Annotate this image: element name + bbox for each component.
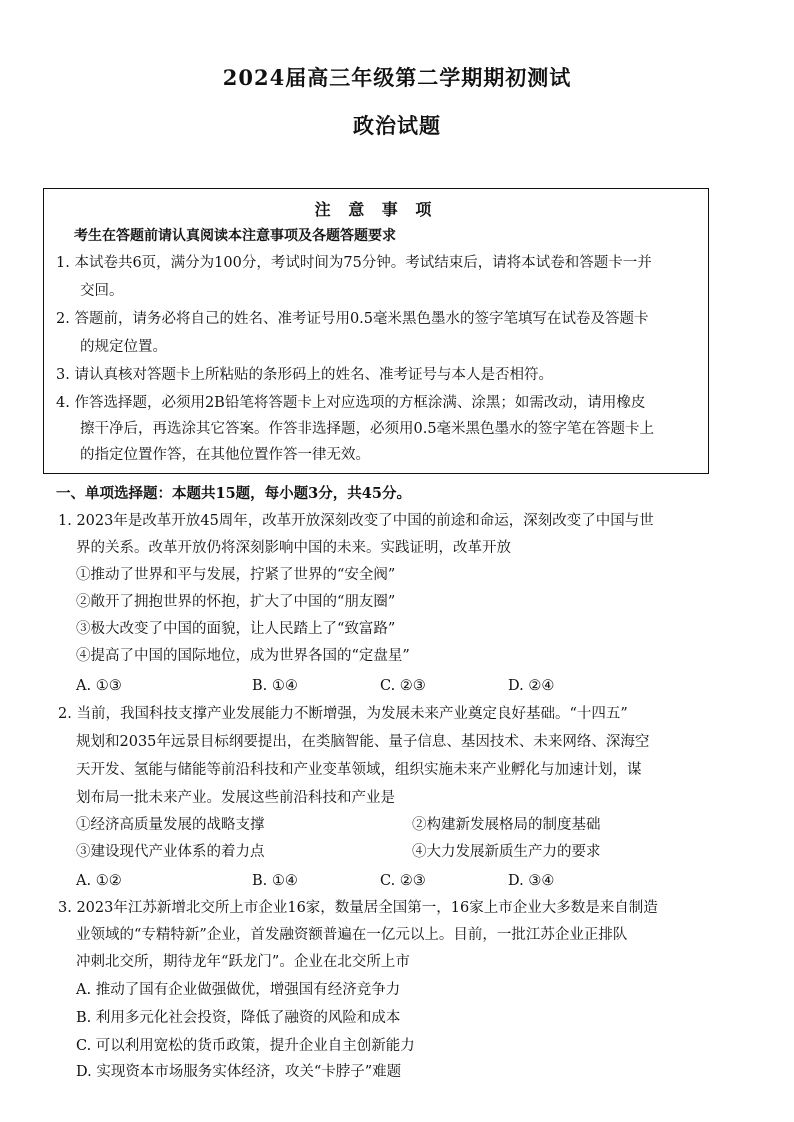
question-statement: ②敞开了拥抱世界的怀抱，扩大了中国的“朋友圈”: [76, 594, 396, 610]
notice-heading: 注 意 事 项: [314, 200, 438, 219]
question-statement: ③建设现代产业体系的着力点: [76, 844, 265, 860]
notice-line: 擦干净后，再选涂其它答案。作答非选择题，必须用0.5毫米黑色墨水的签字笔在答题卡上: [80, 421, 655, 437]
notice-line: 2. 答题前，请务必将自己的姓名、准考证号用0.5毫米黑色墨水的签字笔填写在试卷及答题卡: [56, 311, 649, 327]
question-text: 界的关系。改革开放仍将深刻影响中国的未来。实践证明，改革开放: [76, 540, 511, 556]
notice-line: 1. 本试卷共6页，满分为100分，考试时间为75分钟。考试结束后，请将本试卷和答题卡一并: [56, 255, 652, 271]
question-text: 冲刺北交所，期待龙年“跃龙门”。企业在北交所上市: [76, 954, 410, 970]
option-a[interactable]: A. ①③: [76, 678, 122, 694]
option-c[interactable]: C. ②③: [380, 873, 426, 889]
question-statement: ④提高了中国的国际地位，成为世界各国的“定盘星”: [76, 648, 410, 664]
option-a[interactable]: A. ①②: [76, 873, 122, 889]
answer-options: [76, 676, 716, 696]
question-text: 划布局一批未来产业。发展这些前沿科技和产业是: [76, 790, 395, 806]
question-text: 1. 2023年是改革开放45周年，改革开放深刻改变了中国的前途和命运，深刻改变了中国与世: [58, 513, 654, 529]
question-statement: ①推动了世界和平与发展，拧紧了世界的“安全阀”: [76, 567, 396, 583]
option-c[interactable]: C. ②③: [380, 678, 426, 694]
question-text: 天开发、氢能与储能等前沿科技和产业变革领域，组织实施未来产业孵化与加速计划，谋: [76, 762, 642, 778]
notice-line: 3. 请认真核对答题卡上所粘贴的条形码上的姓名、准考证号与本人是否相符。: [56, 367, 553, 383]
option-c[interactable]: C. 可以利用宽松的货币政策，提升企业自主创新能力: [76, 1038, 415, 1054]
option-d[interactable]: D. 实现资本市场服务实体经济，攻关“卡脖子”难题: [76, 1064, 402, 1080]
option-b[interactable]: B. ①④: [252, 873, 298, 889]
answer-options: [76, 871, 716, 891]
exam-subject: 政治试题: [353, 113, 441, 138]
question-statement: ②构建新发展格局的制度基础: [412, 817, 601, 833]
question-text: 2. 当前，我国科技支撑产业发展能力不断增强，为发展未来产业奠定良好基础。“十四五”: [58, 706, 628, 722]
notice-line: 4. 作答选择题，必须用2B铅笔将答题卡上对应选项的方框涂满、涂黑；如需改动，请用橡皮: [56, 395, 646, 411]
option-b[interactable]: B. ①④: [252, 678, 298, 694]
question-text: 业领域的“专精特新”企业，首发融资额普遍在一亿元以上。目前，一批江苏企业正排队: [76, 927, 628, 943]
question-statement: ④大力发展新质生产力的要求: [412, 844, 601, 860]
option-a[interactable]: A. 推动了国有企业做强做优，增强国有经济竞争力: [76, 982, 401, 998]
notice-line: 的指定位置作答，在其他位置作答一律无效。: [80, 447, 370, 463]
notice-line: 交回。: [80, 283, 124, 299]
question-text: 规划和2035年远景目标纲要提出，在类脑智能、量子信息、基因技术、未来网络、深海空: [76, 734, 650, 750]
notice-line: 的规定位置。: [80, 339, 167, 355]
question-statement: ③极大改变了中国的面貌，让人民踏上了“致富路”: [76, 621, 396, 637]
section-heading: 一、单项选择题：本题共15题，每小题3分，共45分。: [56, 485, 411, 502]
question-statement: ①经济高质量发展的战略支撑: [76, 817, 265, 833]
notice-subheading: 考生在答题前请认真阅读本注意事项及各题答题要求: [74, 228, 396, 244]
notice-box: [43, 188, 709, 474]
option-d[interactable]: D. ②④: [508, 678, 555, 694]
question-text: 3. 2023年江苏新增北交所上市企业16家，数量居全国第一，16家上市企业大多数是来自制造: [58, 900, 658, 916]
exam-title: 2024届高三年级第二学期期初测试: [222, 65, 572, 90]
option-d[interactable]: D. ③④: [508, 873, 555, 889]
option-b[interactable]: B. 利用多元化社会投资，降低了融资的风险和成本: [76, 1010, 401, 1026]
